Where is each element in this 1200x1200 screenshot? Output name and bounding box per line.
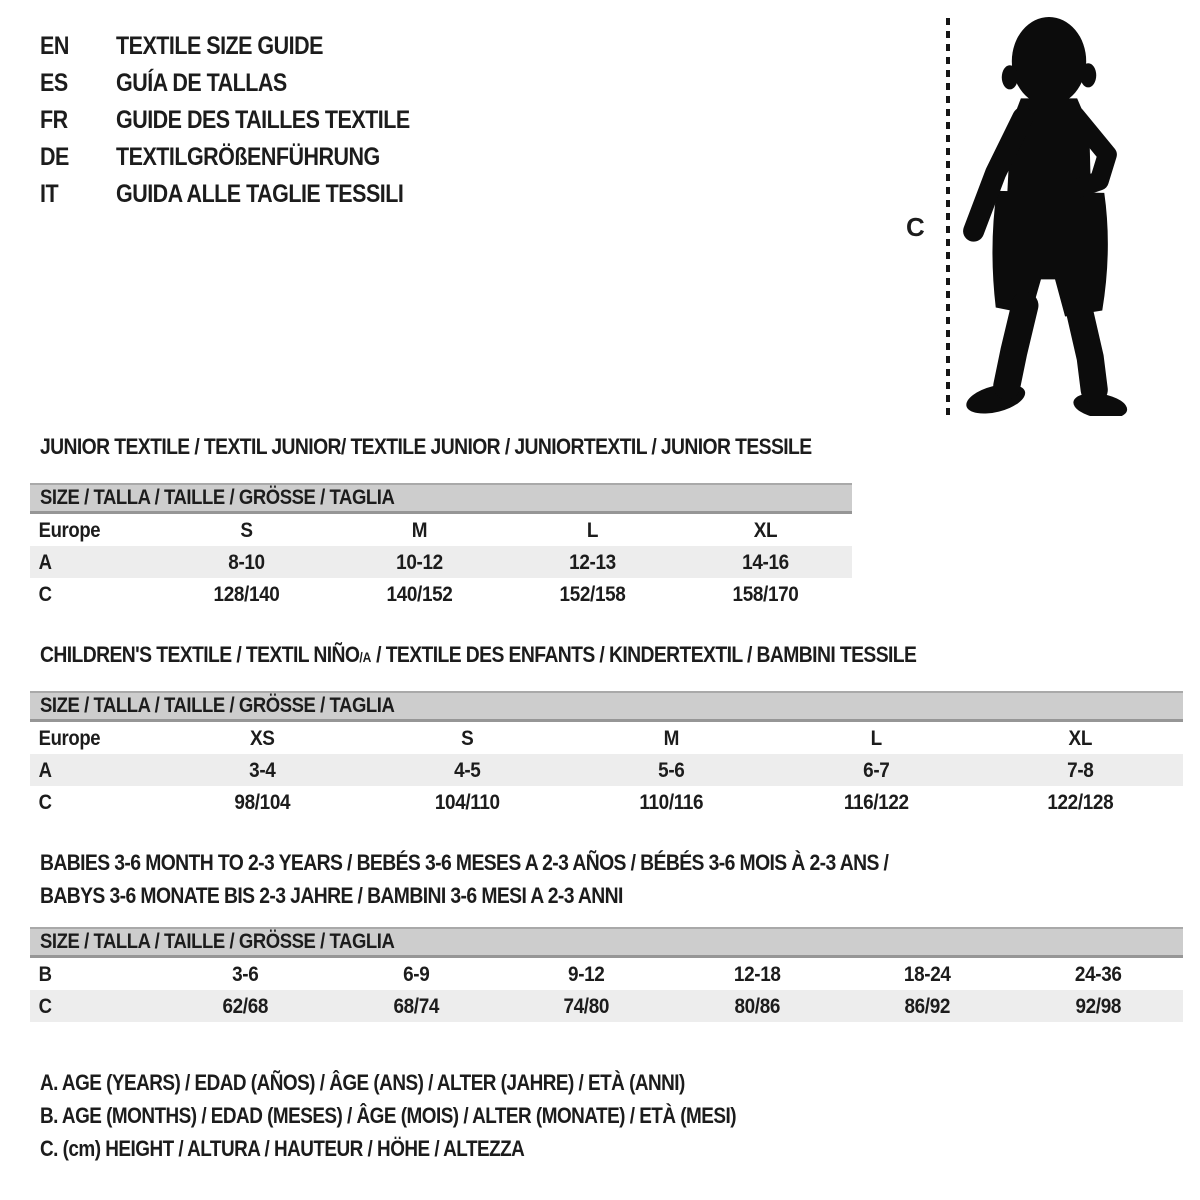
table-cell: 92/98: [1074, 994, 1121, 1018]
language-title: GUIDA ALLE TAGLIE TESSILI: [116, 180, 404, 208]
region-label: Europe: [38, 518, 101, 542]
language-title: TEXTILE SIZE GUIDE: [116, 32, 323, 60]
table-cell: 4-5: [453, 758, 481, 782]
height-measure-label: C: [906, 212, 925, 242]
table-cell: 18-24: [903, 962, 951, 986]
junior-textile-section: [30, 430, 852, 610]
junior-region-row: [30, 514, 852, 546]
size-column-header: M: [663, 726, 680, 750]
table-cell: 110/116: [639, 790, 704, 814]
region-label: Europe: [38, 726, 101, 750]
size-column-header: XL: [1068, 726, 1093, 750]
language-row: [40, 139, 458, 176]
junior-size-header-band: [30, 483, 852, 514]
table-cell: 9-12: [568, 962, 605, 986]
size-header-label: SIZE / TALLA / TAILLE / GRÖSSE / TAGLIA: [40, 693, 395, 717]
table-cell: 24-36: [1074, 962, 1122, 986]
language-title: GUÍA DE TALLAS: [116, 69, 287, 97]
junior-age-row: [30, 546, 852, 578]
table-cell: 122/128: [1047, 790, 1114, 814]
table-cell: 6-7: [862, 758, 890, 782]
table-cell: 6-9: [402, 962, 429, 986]
measurement-legend: [40, 1066, 849, 1165]
children-region-row: [30, 722, 1183, 754]
row-label: C: [38, 994, 52, 1018]
babies-size-header-band: [30, 927, 1183, 958]
language-code: ES: [40, 69, 68, 97]
language-row: [40, 102, 458, 139]
language-code: IT: [40, 180, 59, 208]
language-code: DE: [40, 143, 69, 171]
table-cell: 140/152: [386, 582, 453, 606]
language-row: [40, 28, 458, 65]
children-section-title: [40, 638, 1023, 671]
table-cell: 80/86: [733, 994, 780, 1018]
language-row: [40, 176, 458, 213]
children-age-row: [30, 754, 1183, 786]
table-cell: 116/122: [843, 790, 909, 814]
children-height-row: [30, 786, 1183, 818]
row-label: A: [38, 550, 52, 574]
table-cell: 152/158: [559, 582, 626, 606]
language-code: FR: [40, 106, 68, 134]
table-cell: 62/68: [222, 994, 269, 1018]
table-cell: 68/74: [392, 994, 439, 1018]
table-cell: 158/170: [732, 582, 799, 606]
language-title: TEXTILGRÖßENFÜHRUNG: [116, 143, 380, 171]
table-cell: 12-13: [569, 550, 616, 574]
table-cell: 8-10: [228, 550, 265, 574]
language-title: GUIDE DES TAILLES TEXTILE: [116, 106, 410, 134]
size-header-label: SIZE / TALLA / TAILLE / GRÖSSE / TAGLIA: [40, 929, 395, 953]
table-cell: 10-12: [396, 550, 443, 574]
size-column-header: L: [870, 726, 882, 750]
table-cell: 104/110: [434, 790, 500, 814]
row-label: B: [38, 962, 52, 986]
legend-line-a: A. AGE (YEARS) / EDAD (AÑOS) / ÂGE (ANS) / ALTER (JAHRE) / ETÀ (ANNI): [40, 1070, 685, 1095]
size-header-label: SIZE / TALLA / TAILLE / GRÖSSE / TAGLIA: [40, 485, 395, 509]
children-title-subscript: /A: [359, 649, 372, 665]
table-cell: 5-6: [658, 758, 685, 782]
row-label: C: [38, 582, 52, 606]
table-cell: 3-4: [249, 758, 276, 782]
language-title-list: [40, 28, 458, 213]
size-column-header: S: [460, 726, 474, 750]
language-code: EN: [40, 32, 69, 60]
table-cell: 86/92: [904, 994, 951, 1018]
row-label: A: [38, 758, 52, 782]
legend-line-b: B. AGE (MONTHS) / EDAD (MESES) / ÂGE (MOIS) / ALTER (MONATE) / ETÀ (MESI): [40, 1103, 736, 1128]
size-column-header: XS: [250, 726, 275, 750]
size-column-header: M: [411, 518, 428, 542]
babies-height-row: [30, 990, 1183, 1022]
baby-silhouette: [962, 14, 1134, 416]
table-cell: 12-18: [733, 962, 781, 986]
row-label: C: [38, 790, 52, 814]
size-column-header: XL: [753, 518, 778, 542]
size-column-header: S: [240, 518, 253, 542]
junior-section-title: JUNIOR TEXTILE / TEXTIL JUNIOR/ TEXTILE JUNIOR / JUNIORTEXTIL / JUNIOR TESSILE: [40, 434, 812, 459]
children-title-rest: / TEXTILE DES ENFANTS / KINDERTEXTIL / BAMBINI TESSILE: [371, 642, 917, 667]
table-cell: 7-8: [1067, 758, 1094, 782]
babies-section-title-line2: BABYS 3-6 MONATE BIS 2-3 JAHRE / BAMBINI 3-6 MESI A 2-3 ANNI: [40, 883, 623, 908]
table-cell: 128/140: [213, 582, 280, 606]
table-cell: 14-16: [742, 550, 789, 574]
children-textile-section: [30, 638, 1183, 818]
table-cell: 3-6: [232, 962, 259, 986]
size-column-header: L: [586, 518, 599, 542]
children-title-main: CHILDREN'S TEXTILE / TEXTIL NIÑO: [40, 642, 360, 667]
language-row: [40, 65, 458, 102]
table-cell: 98/104: [234, 790, 291, 814]
children-size-header-band: [30, 691, 1183, 722]
babies-section-title-line1: BABIES 3-6 MONTH TO 2-3 YEARS / BEBÉS 3-6 MESES A 2-3 AÑOS / BÉBÉS 3-6 MOIS À 2-3 ANS /: [40, 850, 889, 875]
legend-line-c: C. (cm) HEIGHT / ALTURA / HAUTEUR / HÖHE / ALTEZZA: [40, 1136, 525, 1161]
junior-height-row: [30, 578, 852, 610]
babies-months-row: [30, 958, 1183, 990]
height-measure-dashed-line: [946, 18, 950, 416]
table-cell: 74/80: [563, 994, 610, 1018]
babies-textile-section: [30, 846, 1183, 1022]
